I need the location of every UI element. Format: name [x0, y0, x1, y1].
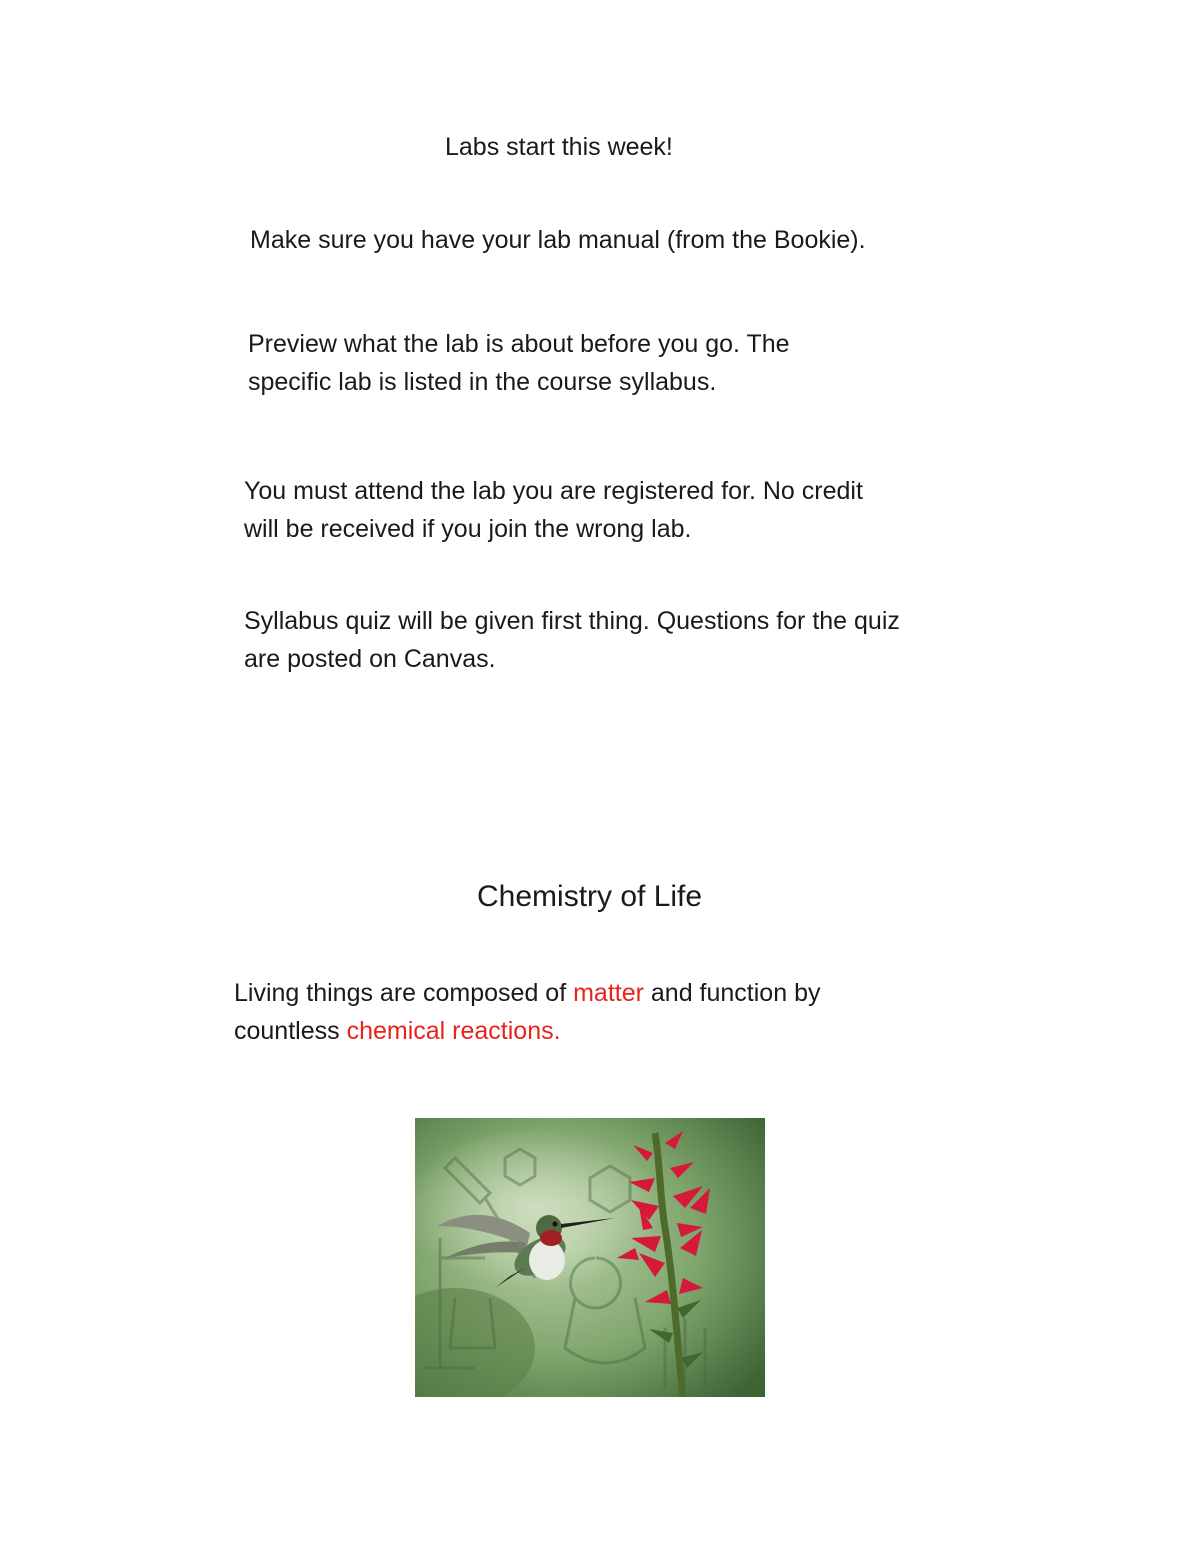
- notice-title: Labs start this week!: [445, 133, 673, 161]
- attend-text-line2: will be received if you join the wrong lab.: [244, 515, 692, 543]
- countless-text: countless: [234, 1017, 347, 1045]
- section-heading: Chemistry of Life: [477, 880, 703, 913]
- hummingbird-photo: [415, 1118, 765, 1397]
- living-things-line2: [234, 1012, 561, 1050]
- living-things-text: Living things are composed of: [234, 979, 574, 1007]
- attend-text-line1: You must attend the lab you are registered for. No credit: [244, 477, 863, 505]
- lab-manual-text: Make sure you have your lab manual (from the Bookie).: [250, 226, 866, 254]
- function-text: and function by: [643, 979, 821, 1007]
- preview-text-line2: specific lab is listed in the course syllabus.: [248, 368, 717, 396]
- living-things-line1: [234, 974, 820, 1012]
- preview-text-line1: Preview what the lab is about before you go. The: [248, 330, 790, 358]
- chemical-reactions-highlight: chemical reactions.: [346, 1017, 561, 1045]
- quiz-text-line1: Syllabus quiz will be given first thing. Questions for the quiz: [244, 607, 900, 635]
- quiz-text-line2: are posted on Canvas.: [244, 645, 496, 673]
- matter-highlight: matter: [573, 979, 644, 1007]
